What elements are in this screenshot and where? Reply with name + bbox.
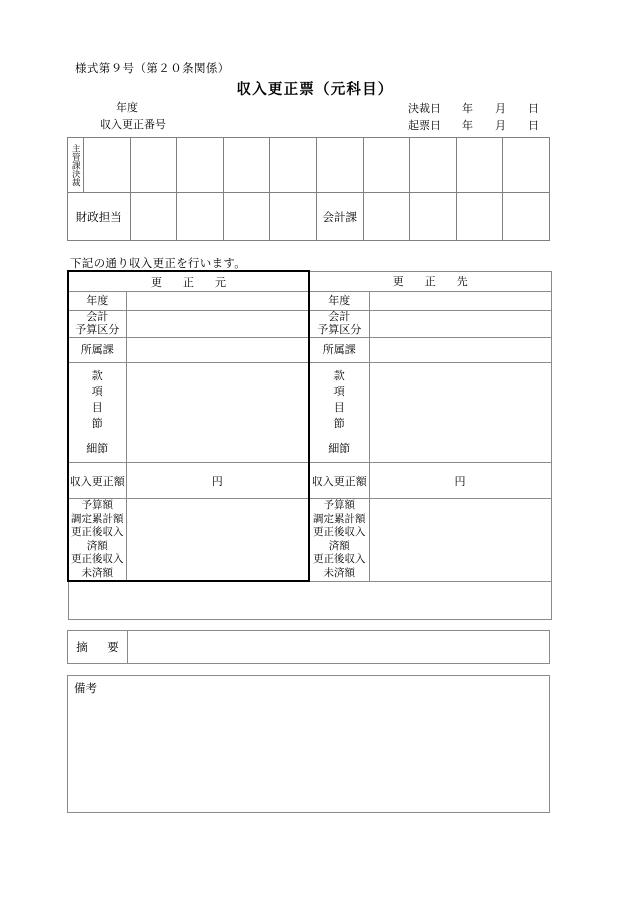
- source-budget-item-value[interactable]: [126, 363, 309, 463]
- dest-after-received-label: 更正後収入済額: [313, 527, 366, 552]
- dest-budget-amount-label: 予算額: [323, 500, 355, 512]
- table-row: [68, 138, 550, 193]
- stamp-cell[interactable]: [130, 193, 177, 241]
- source-account-division-label: [68, 311, 126, 338]
- source-saisetsu-label: 細節: [86, 443, 109, 455]
- table-row: [68, 581, 551, 620]
- source-after-received-label: 更正後収入済額: [71, 527, 124, 552]
- draft-date-row: [408, 118, 539, 135]
- summary-value[interactable]: [128, 631, 550, 664]
- finance-dept-label: 財政担当: [68, 193, 131, 241]
- intro-statement: 下記の通り収入更正を行います。: [70, 258, 247, 270]
- stamp-cell[interactable]: [503, 138, 550, 193]
- dest-account-label-line2: 予算区分: [317, 324, 362, 336]
- approval-year-kanji: 年: [462, 103, 473, 115]
- table-row: [68, 292, 551, 311]
- header-right-fields: [408, 101, 539, 135]
- dest-budget-item-stack: [310, 368, 369, 457]
- dest-assessment-total-label: 調定累計額: [313, 513, 366, 525]
- dest-department-value[interactable]: [369, 338, 551, 363]
- source-amount-summary-value[interactable]: [126, 499, 309, 582]
- source-section-header: 更 正 元: [68, 271, 309, 292]
- stamp-cell[interactable]: [456, 138, 503, 193]
- table-row: [68, 338, 551, 363]
- dest-account-division-value[interactable]: [369, 311, 551, 338]
- dest-after-unreceived-label: 更正後収入未済額: [313, 554, 366, 579]
- source-budget-amount-label: 予算額: [81, 500, 113, 511]
- dest-correction-amount-label: 収入更正額: [309, 463, 369, 499]
- correction-detail-table: [67, 270, 552, 620]
- source-account-division-value[interactable]: [126, 311, 309, 338]
- table-row: [68, 271, 551, 292]
- dest-kan-label: 款: [333, 370, 345, 382]
- dest-ko-label: 項: [333, 386, 345, 398]
- stamp-vertical-label-text: 主管課決裁: [71, 143, 82, 187]
- stamp-cell[interactable]: [270, 138, 317, 193]
- source-fiscal-year-value[interactable]: [126, 292, 309, 311]
- remarks-label: 備考: [74, 683, 97, 695]
- spacer: [69, 432, 126, 441]
- approval-stamp-table: [67, 137, 550, 241]
- source-correction-amount-label: 収入更正額: [68, 463, 126, 499]
- dest-setsu-label: 節: [333, 418, 345, 430]
- dest-saisetsu-label: 細節: [328, 443, 351, 455]
- form-code: 様式第９号（第２０条関係）: [75, 63, 230, 75]
- summary-table: [67, 630, 550, 664]
- source-assessment-total-label: 調定累計額: [71, 513, 124, 525]
- dest-budget-item-labels: [309, 363, 369, 463]
- dest-amount-summary-value[interactable]: [369, 499, 551, 582]
- correction-number-label: 収入更正番号: [100, 119, 166, 131]
- stamp-cell[interactable]: [223, 193, 270, 241]
- dest-department-label: 所属課: [309, 338, 369, 363]
- stamp-cell[interactable]: [223, 138, 270, 193]
- source-budget-item-labels: [68, 363, 126, 463]
- table-row: [68, 311, 551, 338]
- dest-account-label-line1: 会計: [328, 311, 351, 323]
- approval-date-row: [408, 101, 539, 118]
- stamp-cell[interactable]: [316, 138, 363, 193]
- approval-day-kanji: 日: [528, 103, 539, 115]
- source-account-label-line1: 会計: [86, 311, 109, 323]
- spacer: [310, 432, 369, 441]
- source-amount-summary-stack: [69, 499, 126, 580]
- stamp-cell[interactable]: [177, 193, 224, 241]
- source-setsu-label: 節: [91, 418, 103, 430]
- stamp-cell[interactable]: [363, 193, 410, 241]
- draft-date-label: 起票日: [408, 120, 441, 132]
- remarks-box[interactable]: [67, 675, 550, 813]
- table-row: [68, 499, 551, 582]
- blank-notes-row[interactable]: [68, 581, 551, 620]
- approval-month-kanji: 月: [495, 103, 506, 115]
- table-row: [68, 363, 551, 463]
- stamp-cell[interactable]: [410, 138, 457, 193]
- source-budget-item-stack: [69, 368, 126, 457]
- table-row: [68, 193, 550, 241]
- source-ko-label: 項: [91, 386, 103, 398]
- dest-moku-label: 目: [333, 402, 345, 414]
- dest-section-header: 更 正 先: [309, 271, 551, 292]
- table-row: [68, 463, 551, 499]
- page-title: 収入更正票（元科目）: [236, 82, 394, 98]
- stamp-cell[interactable]: [456, 193, 503, 241]
- dest-fiscal-year-label: 年度: [309, 292, 369, 311]
- stamp-cell[interactable]: [363, 138, 410, 193]
- draft-year-kanji: 年: [462, 120, 473, 132]
- source-moku-label: 目: [91, 402, 103, 414]
- source-amount-summary-labels: [68, 499, 126, 582]
- stamp-cell[interactable]: [503, 193, 550, 241]
- dest-budget-item-value[interactable]: [369, 363, 551, 463]
- dest-fiscal-year-value[interactable]: [369, 292, 551, 311]
- source-kan-label: 款: [91, 370, 103, 382]
- stamp-cell[interactable]: [410, 193, 457, 241]
- source-account-label-line2: 予算区分: [75, 324, 120, 336]
- summary-label: 摘 要: [68, 631, 128, 664]
- stamp-vertical-label: [68, 138, 84, 193]
- stamp-cell[interactable]: [177, 138, 224, 193]
- stamp-cell[interactable]: [130, 138, 177, 193]
- fiscal-year-label: 年度: [116, 102, 138, 114]
- source-department-value[interactable]: [126, 338, 309, 363]
- draft-month-kanji: 月: [495, 120, 506, 132]
- source-correction-amount-value[interactable]: 円: [126, 463, 309, 499]
- approval-date-label: 決裁日: [408, 103, 441, 115]
- stamp-cell[interactable]: [84, 138, 131, 193]
- dest-correction-amount-value[interactable]: 円: [369, 463, 551, 499]
- source-fiscal-year-label: 年度: [68, 292, 126, 311]
- source-department-label: 所属課: [68, 338, 126, 363]
- source-after-unreceived-label: 更正後収入未済額: [71, 554, 124, 579]
- stamp-cell[interactable]: [270, 193, 317, 241]
- dest-amount-summary-stack: [310, 499, 369, 580]
- accounting-dept-label: 会計課: [316, 193, 363, 241]
- dest-account-division-label: [309, 311, 369, 338]
- dest-amount-summary-labels: [309, 499, 369, 582]
- header-left-fields: [100, 100, 166, 134]
- draft-day-kanji: 日: [528, 120, 539, 132]
- table-row: [68, 631, 550, 664]
